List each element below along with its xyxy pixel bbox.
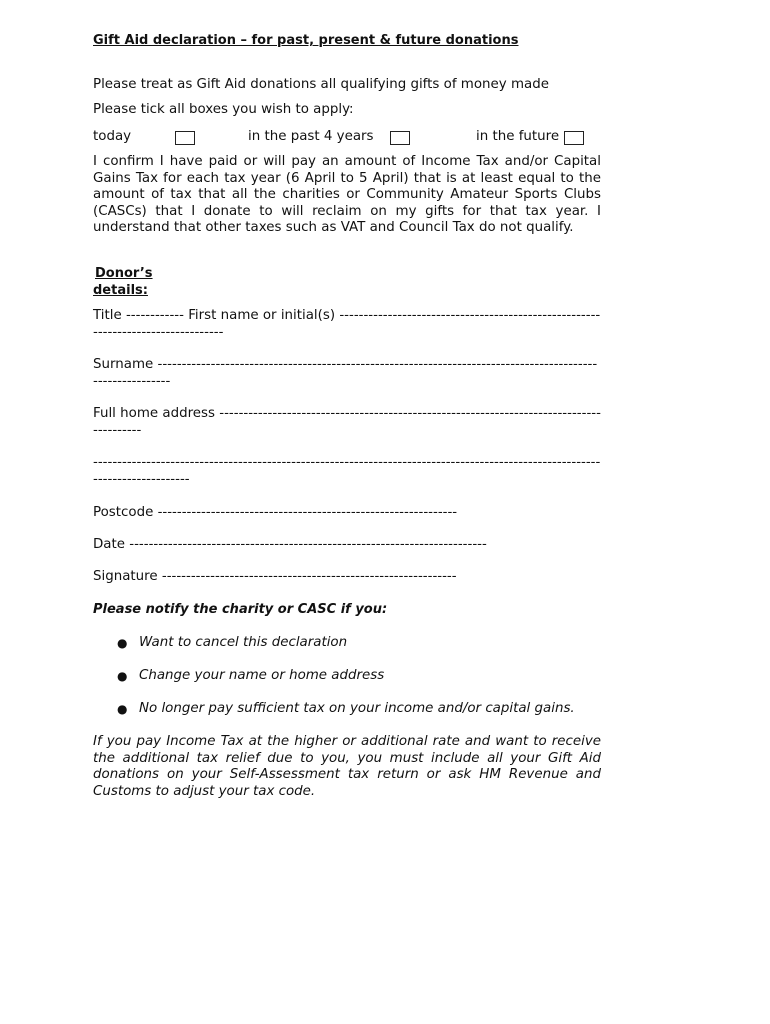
option-future-label: in the future bbox=[476, 129, 560, 144]
donor-heading-line-2: details: bbox=[93, 283, 148, 298]
title-firstname-field[interactable]: Title ------------ First name or initial(s) --------------------------------------------------------------------------------- bbox=[93, 308, 601, 340]
address-field[interactable]: Full home address ----------------------------------------------------------------------------------------- bbox=[93, 406, 601, 438]
option-past-label: in the past 4 years bbox=[248, 129, 374, 144]
surname-field[interactable]: Surname ----------------------------------------------------------------------------------------------------------- bbox=[93, 357, 598, 389]
bullet-icon: ● bbox=[117, 636, 128, 650]
confirmation-text: I confirm I have paid or will pay an amount of Income Tax and/or Capital Gains Tax for each tax year (6 April to 5 April) that is at least equal to the amount of tax that all the charities or Community Amateur Sports Clubs (CASCs) that I donate to will reclaim on my gifts for that tax year. I understand that other taxes such as VAT and Council Tax do not qualify. bbox=[93, 154, 601, 235]
signature-field[interactable]: Signature ------------------------------------------------------------- bbox=[93, 569, 457, 584]
donor-details-heading bbox=[93, 265, 153, 299]
bullet-icon: ● bbox=[117, 702, 128, 716]
date-field[interactable]: Date -------------------------------------------------------------------------- bbox=[93, 537, 487, 552]
bullet-icon: ● bbox=[117, 669, 128, 683]
list-item-text: No longer pay sufficient tax on your income and/or capital gains. bbox=[139, 701, 575, 716]
intro-line-1: Please treat as Gift Aid donations all qualifying gifts of money made bbox=[93, 77, 549, 92]
list-item-text: Want to cancel this declaration bbox=[139, 635, 348, 650]
donor-heading-line-1: Donor’s bbox=[95, 266, 153, 281]
higher-rate-note: If you pay Income Tax at the higher or additional rate and want to receive the additional tax relief due to you, you must include all your Gift Aid donations on your Self-Assessment tax return or ask HM Revenue and Customs to adjust your tax code. bbox=[93, 734, 601, 799]
postcode-field[interactable]: Postcode -------------------------------------------------------------- bbox=[93, 505, 458, 520]
intro-line-2: Please tick all boxes you wish to apply: bbox=[93, 102, 354, 117]
address-line-2-field[interactable]: ----------------------------------------------------------------------------------------------------------------------------- bbox=[93, 455, 601, 487]
today-checkbox[interactable] bbox=[175, 131, 195, 145]
future-checkbox[interactable] bbox=[564, 131, 584, 145]
list-item-text: Change your name or home address bbox=[139, 668, 385, 683]
notify-heading: Please notify the charity or CASC if you: bbox=[93, 602, 388, 617]
page-title: Gift Aid declaration – for past, present & future donations bbox=[93, 33, 519, 48]
option-today-label: today bbox=[93, 129, 132, 144]
past-4-years-checkbox[interactable] bbox=[390, 131, 410, 145]
